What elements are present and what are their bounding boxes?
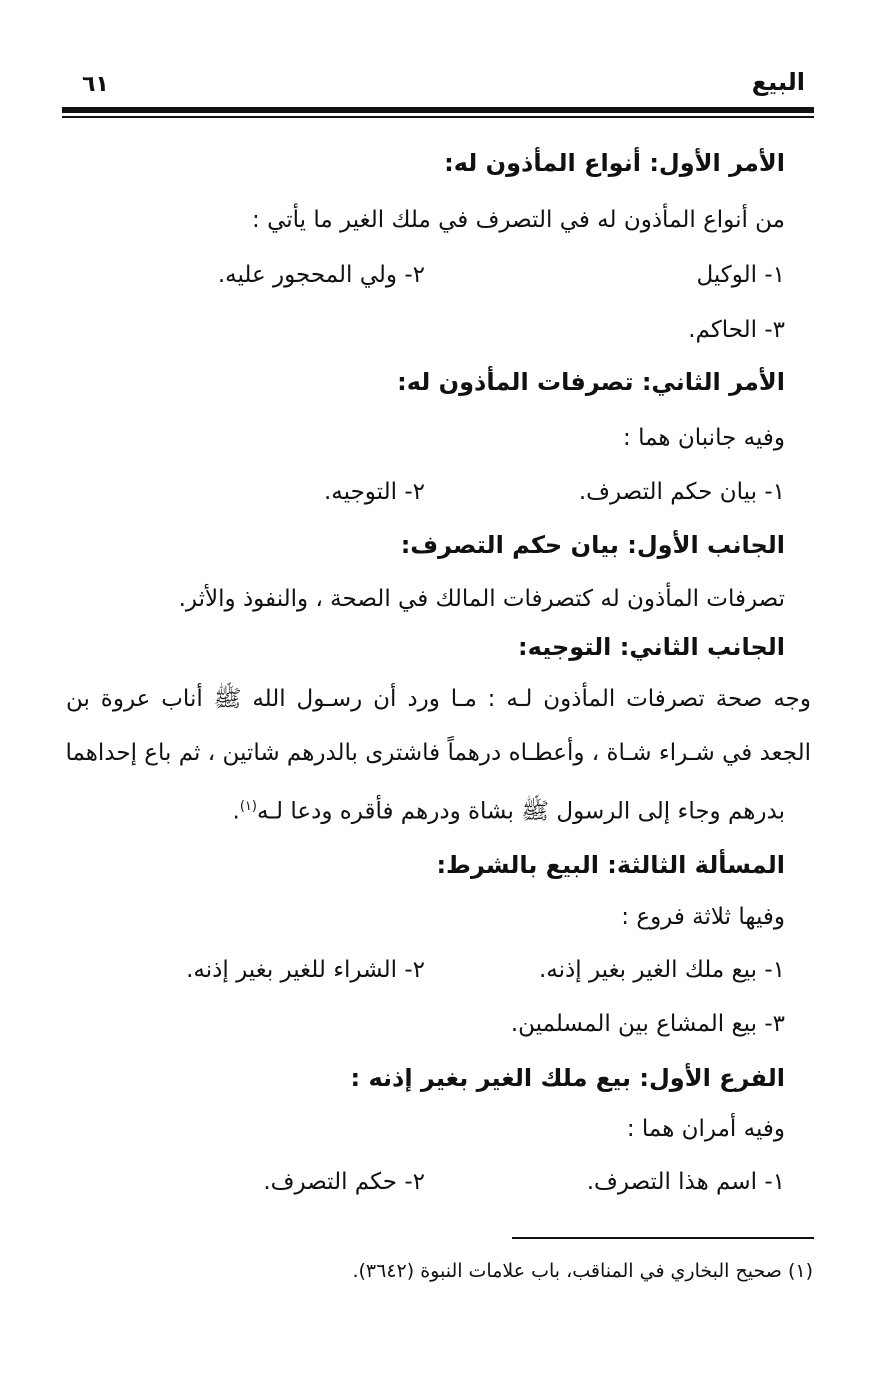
footnote-separator [512, 1237, 814, 1239]
paragraph-line: من أنواع المأذون له في التصرف في ملك الغير ما يأتي : [252, 207, 785, 233]
running-header-title: البيع [751, 68, 805, 96]
list-item: ٢- الشراء للغير بغير إذنه. [186, 957, 425, 983]
page-number: ٦١ [82, 72, 109, 97]
paragraph-line: تصرفات المأذون له كتصرفات المالك في الصحة ، والنفوذ والأثر. [178, 586, 785, 612]
sentence-end: . [232, 798, 240, 825]
paragraph-line: وفيه جانبان هما : [623, 425, 785, 451]
list-item: ٢- التوجيه. [324, 479, 425, 505]
paragraph-line [233, 792, 786, 827]
list-item: ١- بيع ملك الغير بغير إذنه. [538, 957, 785, 983]
list-item: ١- اسم هذا التصرف. [586, 1169, 785, 1195]
header-rule-thin [62, 116, 814, 118]
list-item: ١- الوكيل [696, 262, 785, 288]
paragraph-text: بدرهم وجاء إلى الرسول ﷺ بشاة ودرهم فأقره ودعا لـه [256, 798, 785, 825]
paragraph-line: وجه صحة تصرفات المأذون لـه : مـا ورد أن رسـول الله ﷺ أناب عروة بن [66, 686, 811, 712]
section-heading: المسألة الثالثة: البيع بالشرط: [436, 851, 785, 879]
list-item: ٢- حكم التصرف. [263, 1169, 425, 1195]
section-heading: الأمر الأول: أنواع المأذون له: [444, 149, 785, 177]
footnote-reference: (١) [239, 799, 257, 814]
footnote: (١) صحيح البخاري في المناقب، باب علامات النبوة (٣٦٤٢). [352, 1260, 813, 1282]
paragraph-line: وفيها ثلاثة فروع : [621, 904, 785, 930]
list-item: ٣- بيع المشاع بين المسلمين. [510, 1011, 785, 1037]
list-item: ٣- الحاكم. [688, 317, 785, 343]
section-heading: الفرع الأول: بيع ملك الغير بغير إذنه : [350, 1064, 785, 1092]
header-rule-thick [62, 107, 814, 113]
list-item: ٢- ولي المحجور عليه. [217, 262, 425, 288]
section-heading: الجانب الأول: بيان حكم التصرف: [400, 531, 785, 559]
paragraph-line: وفيه أمران هما : [626, 1116, 785, 1142]
section-heading: الأمر الثاني: تصرفات المأذون له: [397, 368, 785, 396]
paragraph-line: الجعد في شـراء شـاة ، وأعطـاه درهماً فاشترى بالدرهم شاتين ، ثم باع إحداهما [65, 740, 811, 766]
section-heading: الجانب الثاني: التوجيه: [518, 633, 785, 661]
list-item: ١- بيان حكم التصرف. [578, 479, 785, 505]
